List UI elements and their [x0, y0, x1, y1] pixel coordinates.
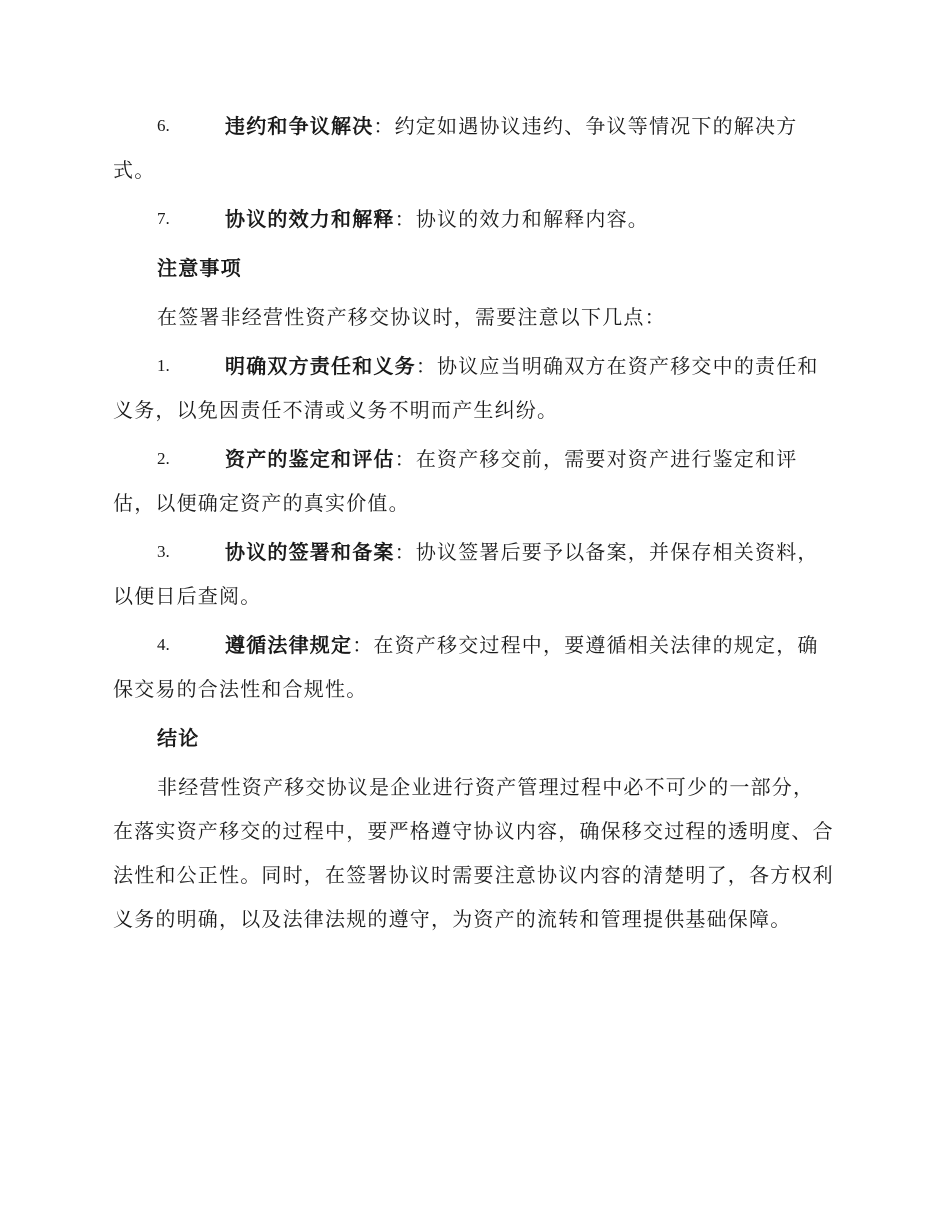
list-item: [113, 437, 835, 525]
list-text: 在资产移交前，需要对资产进行鉴定和评估，以便确定资产的真实价值。: [113, 447, 798, 515]
list-item: [113, 530, 835, 618]
list-text: 协议的效力和解释内容。: [415, 207, 650, 231]
list-item: [113, 623, 835, 711]
list-number: 2.: [157, 449, 170, 468]
list-number: 4.: [157, 635, 170, 654]
list-item: [113, 197, 835, 241]
list-text: 协议签署后要予以备案，并保存相关资料，以便日后查阅。: [113, 540, 819, 608]
conclusion-paragraph: 非经营性资产移交协议是企业进行资产管理过程中必不可少的一部分，在落实资产移交的过程中，要严格遵守协议内容，确保移交过程的透明度、合法性和公正性。同时，在签署协议时需要注意协议内容的清楚明了，各方权利义务的明确，以及法律法规的遵守，为资产的流转和管理提供基础保障。: [113, 775, 834, 931]
list-text: 约定如遇协议违约、争议等情况下的解决方式。: [113, 114, 798, 182]
list-number: 6.: [157, 116, 170, 135]
list-term: 协议的签署和备案: [225, 540, 395, 564]
list-term: 协议的效力和解释: [225, 207, 395, 231]
list-number: 7.: [157, 209, 170, 228]
notes-intro: 在签署非经营性资产移交协议时，需要注意以下几点：: [157, 305, 666, 329]
list-text: 协议应当明确双方在资产移交中的责任和义务，以免因责任不清或义务不明而产生纠纷。: [113, 354, 819, 422]
list-term: 遵循法律规定: [225, 633, 353, 657]
list-separator: ：: [352, 633, 374, 657]
section-heading-notes: 注意事项: [157, 256, 242, 280]
list-separator: ：: [394, 540, 416, 564]
list-separator: ：: [415, 354, 438, 378]
list-text: 在资产移交过程中，要遵循相关法律的规定，确保交易的合法性和合规性。: [113, 633, 819, 701]
list-separator: ：: [394, 447, 416, 471]
list-term: 违约和争议解决: [225, 114, 374, 138]
list-item: [113, 344, 835, 432]
list-term: 资产的鉴定和评估: [225, 447, 395, 471]
list-number: 3.: [157, 542, 170, 561]
list-separator: ：: [373, 114, 395, 138]
list-number: 1.: [157, 356, 170, 375]
document-page: [113, 104, 835, 946]
section-heading-conclusion: 结论: [157, 726, 200, 750]
list-term: 明确双方责任和义务: [225, 354, 416, 378]
list-item: [113, 104, 835, 192]
list-separator: ：: [394, 207, 416, 231]
